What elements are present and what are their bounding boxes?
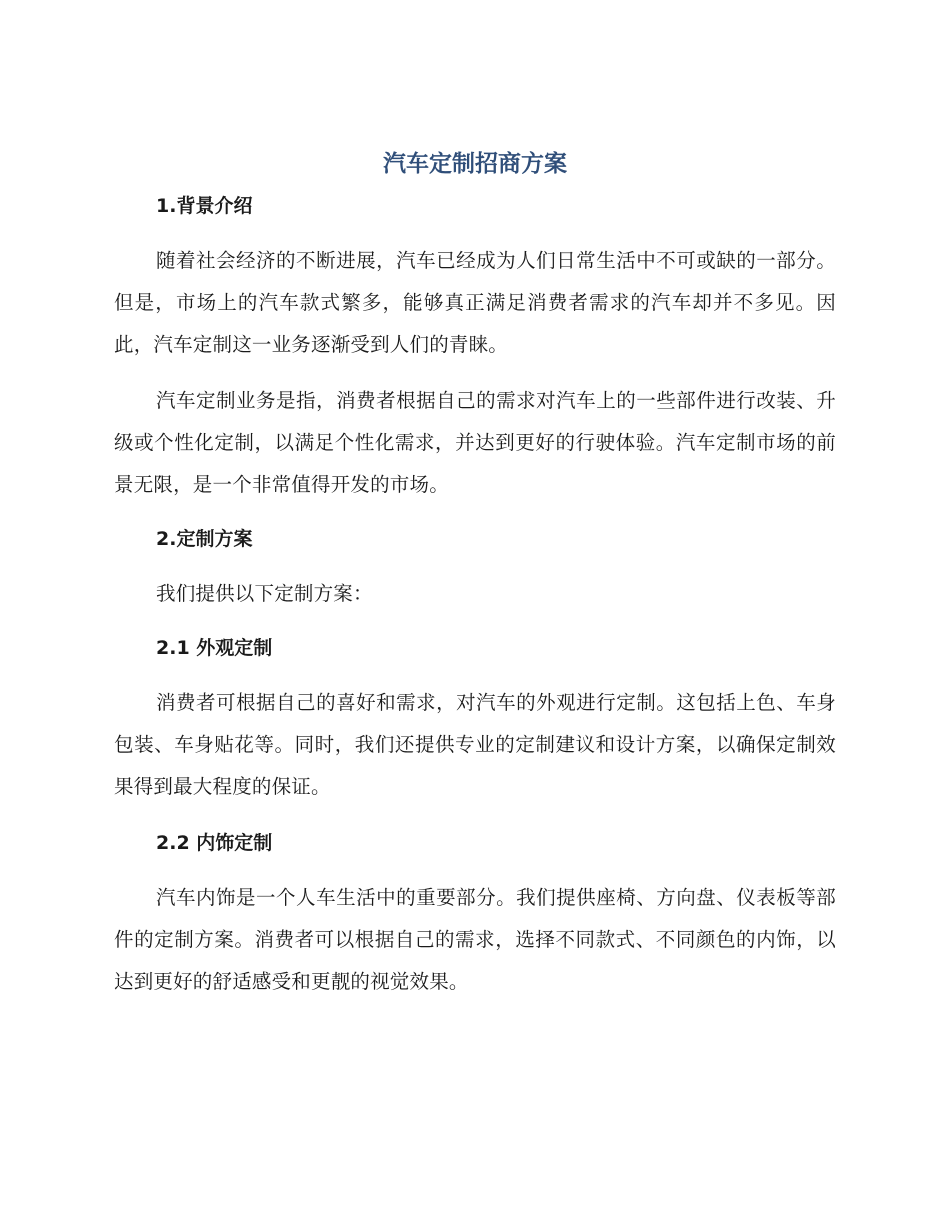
paragraph-exterior: 消费者可根据自己的喜好和需求，对汽车的外观进行定制。这包括上色、车身包装、车身贴花等。同时，我们还提供专业的定制建议和设计方案，以确保定制效果得到最大程度的保证。 [114,691,836,798]
section-heading-background: 1.背景介绍 [156,195,253,217]
section-heading-plan: 2.定制方案 [156,528,253,550]
paragraph-background-2: 汽车定制业务是指，消费者根据自己的需求对汽车上的一些部件进行改装、升级或个性化定制，以满足个性化需求，并达到更好的行驶体验。汽车定制市场的前景无限，是一个非常值得开发的市场。 [114,389,836,496]
section-heading-exterior: 2.1 外观定制 [156,637,273,659]
paragraph-background-1: 随着社会经济的不断进展，汽车已经成为人们日常生活中不可或缺的一部分。但是，市场上的汽车款式繁多，能够真正满足消费者需求的汽车却并不多见。因此，汽车定制这一业务逐渐受到人们的青睐。 [114,249,836,356]
section-heading-interior: 2.2 内饰定制 [156,832,273,854]
paragraph-plan-intro: 我们提供以下定制方案： [156,582,373,605]
paragraph-interior: 汽车内饰是一个人车生活中的重要部分。我们提供座椅、方向盘、仪表板等部件的定制方案。消费者可以根据自己的需求，选择不同款式、不同颜色的内饰，以达到更好的舒适感受和更靓的视觉效果。 [114,886,836,993]
document-title: 汽车定制招商方案 [383,151,567,177]
